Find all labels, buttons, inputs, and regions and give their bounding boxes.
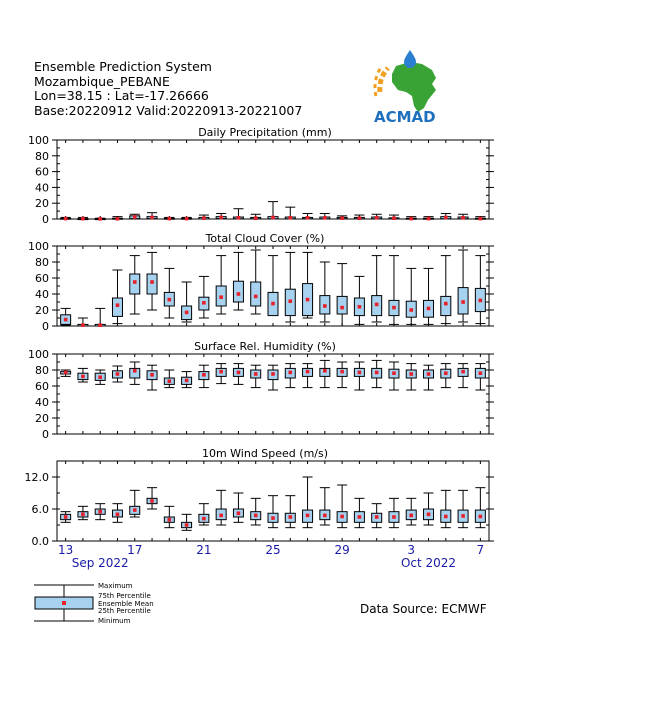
- mean-marker: [98, 323, 102, 327]
- y-tick-label: 20: [35, 197, 49, 211]
- ensemble-box: [354, 498, 364, 527]
- ensemble-box: [320, 262, 330, 322]
- mean-marker: [219, 295, 223, 299]
- ensemble-box: [458, 364, 468, 388]
- mean-marker: [202, 301, 206, 305]
- ensemble-box: [164, 217, 174, 221]
- panel-1: [28, 232, 494, 333]
- x-tick-label: 21: [196, 543, 212, 557]
- panel-title: Total Cloud Cover (%): [205, 232, 325, 245]
- ensemble-box: [130, 214, 140, 219]
- mean-marker: [185, 379, 189, 383]
- y-tick-label: 40: [35, 396, 49, 409]
- ensemble-box: [251, 498, 261, 525]
- header-validity: Base:20220912 Valid:20220913-20221007: [34, 102, 303, 118]
- ensemble-box: [233, 209, 243, 220]
- mean-marker: [358, 305, 362, 309]
- ensemble-box: [233, 252, 243, 310]
- ensemble-box: [199, 215, 209, 220]
- ensemble-box: [372, 256, 382, 322]
- mean-marker: [202, 216, 206, 220]
- ensemble-box: [424, 268, 434, 324]
- mean-marker: [98, 375, 102, 379]
- mean-marker: [202, 373, 206, 377]
- ensemble-box: [285, 364, 295, 388]
- mean-marker: [133, 508, 137, 512]
- ensemble-box: [406, 217, 416, 221]
- mean-marker: [185, 217, 189, 221]
- ensemble-box: [95, 308, 105, 327]
- mean-marker: [202, 517, 206, 521]
- mean-marker: [64, 515, 68, 519]
- panel-title: Daily Precipitation (mm): [198, 126, 332, 139]
- mean-marker: [479, 371, 483, 375]
- mean-marker: [254, 372, 258, 376]
- panel-title: 10m Wind Speed (m/s): [201, 447, 329, 460]
- header-coordinates: Lon=38.15 : Lat=-17.26666: [34, 88, 209, 103]
- mean-marker: [479, 299, 483, 303]
- y-tick-label: 60: [35, 380, 49, 393]
- mean-marker: [427, 513, 431, 517]
- ensemble-box: [216, 490, 226, 525]
- mean-marker: [168, 379, 172, 383]
- ensemble-box: [354, 276, 364, 324]
- panel-2: [28, 340, 494, 441]
- mean-marker: [409, 217, 413, 221]
- mean-marker: [64, 318, 68, 322]
- mean-marker: [219, 514, 223, 518]
- ensemble-box: [233, 493, 243, 522]
- ensemble-box: [285, 252, 295, 322]
- mean-marker: [64, 217, 68, 221]
- y-tick-label: 0: [42, 428, 49, 441]
- mean-marker: [392, 306, 396, 310]
- ensemble-box: [389, 215, 399, 220]
- mean-marker: [81, 323, 85, 327]
- mean-marker: [409, 514, 413, 518]
- mean-marker: [81, 375, 85, 379]
- mean-marker: [306, 216, 310, 220]
- ensemble-box: [424, 365, 434, 390]
- ensemble-box: [112, 217, 122, 221]
- mean-marker: [185, 311, 189, 315]
- x-tick-label: 25: [265, 543, 281, 557]
- y-tick-label: 0: [42, 213, 49, 226]
- mean-marker: [116, 372, 120, 376]
- ensemble-box: [354, 215, 364, 220]
- ensemble-box: [475, 364, 485, 390]
- y-tick-label: 100: [28, 240, 49, 253]
- ensemble-box: [182, 514, 192, 530]
- y-tick-label: 20: [35, 304, 49, 317]
- mean-marker: [81, 217, 85, 221]
- x-tick-label: 3: [407, 543, 416, 557]
- iqr-box: [147, 274, 157, 294]
- month-label: Sep 2022: [71, 556, 129, 570]
- mean-marker: [271, 302, 275, 306]
- mean-marker: [375, 303, 379, 307]
- mean-marker: [340, 515, 344, 519]
- mean-marker: [237, 216, 241, 220]
- mean-marker: [237, 371, 241, 375]
- y-tick-label: 0.0: [31, 535, 49, 548]
- ensemble-box: [61, 308, 71, 325]
- ensemble-box: [130, 362, 140, 384]
- mean-marker: [237, 292, 241, 296]
- mean-marker: [358, 515, 362, 519]
- mean-marker: [219, 216, 223, 220]
- legend-glyph: [34, 583, 98, 627]
- y-tick-label: 40: [35, 181, 49, 195]
- ensemble-box: [61, 370, 71, 376]
- mean-marker: [323, 369, 327, 373]
- ensemble-box: [372, 504, 382, 528]
- ensemble-box: [424, 493, 434, 525]
- mean-marker: [375, 515, 379, 519]
- ensemble-box: [389, 498, 399, 527]
- legend-mean-marker: [62, 601, 66, 605]
- ensemble-box: [285, 496, 295, 528]
- mean-marker: [444, 515, 448, 519]
- mean-marker: [254, 514, 258, 518]
- ensemble-box: [320, 360, 330, 387]
- ensemble-box: [182, 217, 192, 221]
- mean-marker: [133, 280, 137, 284]
- mean-marker: [98, 217, 102, 221]
- mean-marker: [409, 372, 413, 376]
- ensemble-box: [303, 252, 313, 318]
- mean-marker: [288, 299, 292, 303]
- x-tick-label: 13: [57, 543, 74, 557]
- ensemble-box: [216, 213, 226, 219]
- iqr-box: [337, 296, 347, 314]
- mean-marker: [392, 371, 396, 375]
- ensemble-box: [182, 372, 192, 388]
- y-tick-label: 12.0: [24, 471, 49, 484]
- ensemble-box: [147, 488, 157, 509]
- mean-marker: [150, 280, 154, 284]
- ensemble-box: [337, 485, 347, 528]
- mean-marker: [254, 216, 258, 220]
- ensemble-box: [303, 213, 313, 219]
- ensemble-box: [199, 365, 209, 387]
- mean-marker: [271, 516, 275, 520]
- ensemble-box: [112, 270, 122, 324]
- iqr-box: [112, 298, 122, 316]
- ensemble-box: [268, 202, 278, 220]
- mean-marker: [427, 217, 431, 221]
- y-tick-label: 20: [35, 412, 49, 425]
- mean-marker: [116, 217, 120, 221]
- mean-marker: [271, 216, 275, 220]
- iqr-box: [441, 296, 451, 315]
- ensemble-box: [406, 364, 416, 390]
- ensemble-box: [441, 256, 451, 324]
- ensemble-box: [216, 256, 226, 314]
- ensemble-box: [147, 365, 157, 390]
- mean-marker: [392, 216, 396, 220]
- panel-0: [28, 126, 494, 226]
- mean-marker: [150, 373, 154, 377]
- mean-marker: [219, 370, 223, 374]
- y-tick-label: 100: [28, 134, 49, 147]
- mean-marker: [444, 216, 448, 220]
- ensemble-box: [354, 362, 364, 390]
- ensemble-box: [199, 276, 209, 318]
- legend-mean-label: Ensemble Mean: [98, 600, 154, 608]
- ensemble-box: [337, 362, 347, 388]
- ensemble-box: [182, 282, 192, 322]
- mean-marker: [461, 370, 465, 374]
- ensemble-box: [303, 477, 313, 528]
- mean-marker: [168, 217, 172, 221]
- mean-marker: [340, 370, 344, 374]
- mean-marker: [150, 216, 154, 220]
- ensemble-box: [199, 504, 209, 525]
- mean-marker: [185, 523, 189, 527]
- ensemble-box: [458, 490, 468, 527]
- mean-marker: [427, 307, 431, 311]
- ensemble-box: [164, 268, 174, 318]
- ensemble-box: [268, 256, 278, 316]
- ensemble-box: [78, 217, 88, 221]
- data-source-label: Data Source: ECMWF: [360, 602, 487, 616]
- mean-marker: [461, 514, 465, 518]
- ensemble-box: [372, 360, 382, 387]
- legend-q75-label: 75th Percentile: [98, 592, 151, 600]
- mean-marker: [64, 371, 68, 375]
- mean-marker: [271, 372, 275, 376]
- mean-marker: [409, 308, 413, 312]
- mean-marker: [237, 511, 241, 515]
- ensemble-box: [406, 498, 416, 525]
- x-tick-label: 7: [476, 543, 485, 557]
- mean-marker: [306, 298, 310, 302]
- mean-marker: [306, 514, 310, 518]
- ensemble-box: [268, 365, 278, 390]
- ensemble-box: [130, 490, 140, 517]
- ensemble-box: [78, 506, 88, 519]
- ensemble-box: [164, 370, 174, 388]
- mean-marker: [444, 302, 448, 306]
- mean-marker: [323, 304, 327, 308]
- mean-marker: [323, 216, 327, 220]
- y-tick-label: 80: [35, 364, 49, 377]
- mean-marker: [358, 371, 362, 375]
- ensemble-box: [475, 488, 485, 528]
- iqr-box: [130, 274, 140, 294]
- ensemble-box: [130, 256, 140, 314]
- x-tick-label: 29: [334, 543, 350, 557]
- y-tick-label: 60: [35, 272, 49, 285]
- y-tick-label: 6.0: [31, 503, 49, 516]
- ensemble-box: [112, 366, 122, 382]
- ensemble-box: [164, 506, 174, 527]
- mean-marker: [254, 295, 258, 299]
- y-tick-label: 80: [35, 149, 49, 163]
- ensemble-box: [233, 364, 243, 385]
- legend-q25-label: 25th Percentile: [98, 607, 151, 615]
- mean-marker: [116, 303, 120, 307]
- ensemble-box: [78, 368, 88, 382]
- mean-marker: [392, 515, 396, 519]
- ensemble-box: [337, 216, 347, 220]
- month-label: Oct 2022: [400, 556, 457, 570]
- mean-marker: [461, 300, 465, 304]
- ensemble-box: [372, 214, 382, 219]
- mean-marker: [444, 371, 448, 375]
- x-tick-label: 17: [127, 543, 143, 557]
- ensemble-box: [251, 365, 261, 387]
- ensemble-box: [251, 214, 261, 220]
- ensemble-box: [337, 264, 347, 326]
- mean-marker: [461, 216, 465, 220]
- ensemble-box: [441, 364, 451, 388]
- iqr-box: [251, 282, 261, 306]
- mean-marker: [323, 514, 327, 518]
- mean-marker: [133, 215, 137, 219]
- header-location: Mozambique_PEBANE: [34, 73, 170, 89]
- mean-marker: [358, 216, 362, 220]
- mean-marker: [116, 513, 120, 517]
- ensemble-box: [424, 217, 434, 221]
- ensemble-box: [389, 256, 399, 325]
- mean-marker: [150, 499, 154, 503]
- mean-marker: [288, 371, 292, 375]
- ensemble-box: [441, 490, 451, 527]
- ensemble-box: [112, 504, 122, 523]
- ensemble-box: [475, 256, 485, 324]
- ensemble-box: [458, 250, 468, 322]
- y-tick-label: 40: [35, 288, 49, 301]
- mean-marker: [375, 216, 379, 220]
- y-tick-label: 80: [35, 256, 49, 269]
- header-title: Ensemble Prediction System: [34, 59, 212, 74]
- ensemble-box: [303, 364, 313, 388]
- ensemble-box: [61, 512, 71, 523]
- mean-marker: [81, 513, 85, 517]
- mean-marker: [98, 510, 102, 514]
- ensemble-box: [147, 252, 157, 310]
- ensemble-box: [285, 207, 295, 219]
- mean-marker: [479, 515, 483, 519]
- mean-marker: [340, 306, 344, 310]
- legend-maximum-label: Maximum: [98, 582, 133, 590]
- mean-marker: [168, 518, 172, 522]
- ensemble-box: [61, 217, 71, 221]
- y-tick-label: 100: [28, 348, 49, 361]
- y-tick-label: 0: [42, 320, 49, 333]
- panel-title: Surface Rel. Humidity (%): [194, 340, 336, 353]
- mean-marker: [340, 216, 344, 220]
- ensemble-box: [95, 370, 105, 384]
- ensemble-box: [216, 364, 226, 384]
- ensemble-box: [458, 214, 468, 219]
- y-tick-label: 60: [35, 165, 49, 179]
- ensemble-box: [320, 488, 330, 525]
- ensemble-box: [95, 504, 105, 520]
- legend-minimum-label: Minimum: [98, 617, 131, 625]
- mean-marker: [168, 298, 172, 302]
- mean-marker: [375, 371, 379, 375]
- ensemble-box: [441, 213, 451, 219]
- ensemble-box: [389, 362, 399, 390]
- mean-marker: [479, 217, 483, 221]
- ensemble-box: [78, 318, 88, 327]
- ensemble-box: [147, 213, 157, 220]
- mean-marker: [306, 370, 310, 374]
- ensemble-box: [475, 217, 485, 221]
- panel-3: [25, 447, 495, 548]
- logo-text: ACMAD: [374, 108, 436, 126]
- mean-marker: [427, 372, 431, 376]
- ensemble-box: [95, 217, 105, 221]
- ensemble-box: [320, 213, 330, 219]
- mean-marker: [288, 216, 292, 220]
- ensemble-box: [406, 268, 416, 324]
- mean-marker: [133, 369, 137, 373]
- mean-marker: [288, 515, 292, 519]
- ensemble-box: [251, 250, 261, 314]
- iqr-box: [233, 281, 243, 302]
- ensemble-box: [268, 496, 278, 528]
